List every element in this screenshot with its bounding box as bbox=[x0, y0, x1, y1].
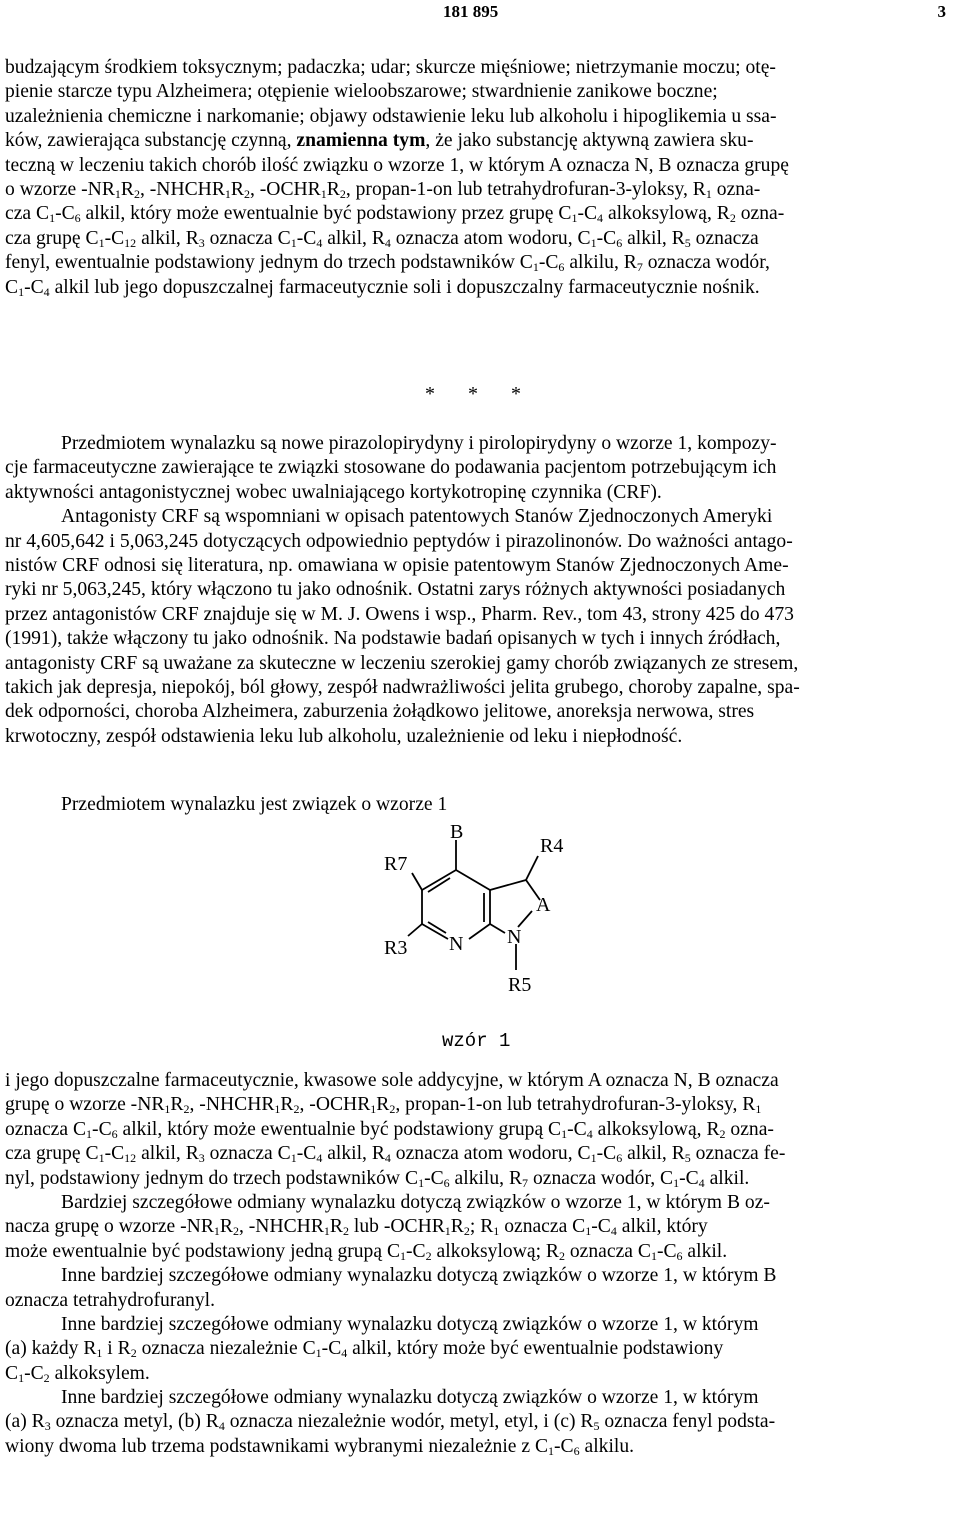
text-line: pienie starcze typu Alzheimera; otępienie wieloobszarowe; stwardnienie zanikowe boczne; bbox=[5, 81, 718, 103]
text-line: (a) $R_3$ oznacza metyl, (b) $R_4$ oznacza niezależnie wodór, metyl, etyl, i (c) $R_5$ oznacza fenyl podsta- bbox=[5, 1411, 776, 1434]
text-line: $C_1-C_2$ alkoksylem. bbox=[5, 1362, 150, 1385]
text-line: nyl, podstawiony jednym do trzech podstawników $C_1-C_6$ alkilu, $R_7$ oznacza wodór, $C_1-C_4$ alkil. bbox=[5, 1167, 750, 1190]
description-paragraphs bbox=[5, 432, 957, 749]
text-line: Bardziej szczegółowe odmiany wynalazku dotyczą związków o wzorze 1, w którym B oz- bbox=[61, 1191, 770, 1213]
text-line: oznacza tetrahydrofuranyl. bbox=[5, 1289, 215, 1311]
text-line: wiony dwoma lub trzema podstawnikami wybranymi niezależnie z $C_1-C_6$ alkilu. bbox=[5, 1435, 635, 1458]
text-line: uzależnienia chemiczne i narkomanie; objawy odstawienie leku lub alkoholu i hipoglikemia u ssa- bbox=[5, 105, 777, 127]
formula-label: wzór 1 bbox=[442, 1030, 511, 1052]
text-line: fenyl, ewentualnie podstawiony jednym do trzech podstawników $C_1-C_6$ alkilu, $R_7$ oznacza wodór, bbox=[5, 252, 770, 275]
text-line: i jego dopuszczalne farmaceutycznie, kwasowe sole addycyjne, w którym A oznacza N, B oznacza bbox=[5, 1070, 779, 1091]
structural-formula-1 bbox=[360, 818, 620, 1028]
section-separator: * * * bbox=[425, 383, 535, 405]
text-line: budzającym środkiem toksycznym; padaczka; udar; skurcze mięśniowe; nietrzymanie moczu; otę- bbox=[5, 57, 776, 78]
text-line: antagonisty CRF są uważane za skuteczne w leczeniu szerokiej gamy chorób związanych ze stresem, bbox=[5, 652, 799, 674]
text-line: teczną w leczeniu takich chorób ilość związku o wzorze 1, w którym A oznacza N, B oznacza grupę bbox=[5, 154, 789, 176]
text-line: nacza grupę o wzorze $-NR_1R_2$, $-NHCHR_1R_2$ lub $-OCHR_1R_2$; $R_1$ oznacza $C_1-C_4$ alkil, który bbox=[5, 1216, 708, 1239]
atom-r3: R3 bbox=[384, 937, 408, 959]
text-line: cza grupę $C_1-C_{12}$ alkil, $R_3$ oznacza $C_1-C_4$ alkil, $R_4$ oznacza atom wodoru, $C_1-C_6$ alkil, $R_5$ oznacza bbox=[5, 227, 759, 250]
text-line: krwotoczny, zespół odstawienia leku lub alkoholu, uzależnienie od leku i niepłodność. bbox=[5, 725, 683, 747]
text-line: takich jak depresja, niepokój, ból głowy, zespół nadwrażliwości jelita grubego, choroby zapalne, spa- bbox=[5, 676, 800, 698]
text-line: ków, zawierająca substancję czynną, znamienna tym, że jako substancję aktywną zawiera sku- bbox=[5, 130, 754, 152]
text-line: Inne bardziej szczegółowe odmiany wynalazku dotyczą związków o wzorze 1, w którym bbox=[61, 1313, 759, 1335]
text-line: Przedmiotem wynalazku są nowe pirazolopirydyny i pirolopirydyny o wzorze 1, kompozy- bbox=[61, 433, 777, 454]
atom-r5: R5 bbox=[508, 974, 532, 996]
atom-n-right: N bbox=[507, 926, 522, 948]
text-line: przez antagonistów CRF znajduje się w M. J. Owens i wsp., Pharm. Rev., tom 43, strony 425 do 473 bbox=[5, 603, 794, 625]
text-line: (1991), także włączony tu jako odnośnik. Na podstawie badań opisanych w tych i innych źródłach, bbox=[5, 628, 781, 650]
atom-r4: R4 bbox=[540, 835, 564, 857]
formula-intro-sentence: Przedmiotem wynalazku jest związek o wzorze 1 bbox=[61, 794, 448, 815]
atom-b: B bbox=[450, 821, 464, 843]
text-line: nistów CRF odnosi się literatura, np. omawiana w opisie patentowym Stanów Zjednoczonych Ame- bbox=[5, 554, 789, 576]
text-line: oznacza $C_1-C_6$ alkil, który może ewentualnie być podstawiony grupą $C_1-C_4$ alkoksylową, $R_2$ ozna- bbox=[5, 1118, 774, 1141]
text-line: może ewentualnie być podstawiony jedną grupą $C_1-C_2$ alkoksylową; $R_2$ oznacza $C_1-C_6$ alkil. bbox=[5, 1240, 728, 1263]
continuation-paragraphs bbox=[5, 1069, 957, 1459]
patent-number: 181 895 bbox=[443, 2, 499, 21]
text-line: (a) każdy $R_1$ i $R_2$ oznacza niezależnie $C_1-C_4$ alkil, który może być ewentualnie podstawiony bbox=[5, 1338, 724, 1361]
atom-n-left: N bbox=[449, 933, 464, 955]
text-line: cza $C_1-C_6$ alkil, który może ewentualnie być podstawiony przez grupę $C_1-C_4$ alkoksylową, $R_2$ ozna- bbox=[5, 203, 785, 226]
text-line: Inne bardziej szczegółowe odmiany wynalazku dotyczą związków o wzorze 1, w którym bbox=[61, 1387, 759, 1409]
text-line: ryki nr 5,063,245, który włączono tu jako odnośnik. Ostatni zarys różnych aktywności posiadanych bbox=[5, 579, 786, 601]
atom-r7: R7 bbox=[384, 853, 408, 875]
text-line: cza grupę $C_1-C_{12}$ alkil, $R_3$ oznacza $C_1-C_4$ alkil, $R_4$ oznacza atom wodoru, $C_1-C_6$ alkil, $R_5$ oznacza fe- bbox=[5, 1143, 786, 1166]
text-line: aktywności antagonistycznej wobec uwalniającego kortykotropinę czynnika (CRF). bbox=[5, 481, 662, 503]
text-line: dek odporności, choroba Alzheimera, zaburzenia żołądkowo jelitowe, anoreksja nerwowa, stres bbox=[5, 701, 755, 723]
atom-a: A bbox=[536, 894, 551, 916]
text-line: cje farmaceutyczne zawierające te związki stosowane do podawania pacjentom potrzebującym ich bbox=[5, 457, 777, 479]
text-line: $C_1-C_4$ alkil lub jego dopuszczalnej farmaceutycznie soli i dopuszczalny farmaceutycznie nośnik. bbox=[5, 276, 760, 299]
text-line: Antagonisty CRF są wspomniani w opisach patentowych Stanów Zjednoczonych Ameryki bbox=[61, 506, 773, 528]
claims-end-paragraph bbox=[5, 56, 957, 300]
page-number: 3 bbox=[937, 2, 946, 21]
text-line: o wzorze $-NR_1R_2$, $-NHCHR_1R_2$, $-OCHR_1R_2$, propan-1-on lub tetrahydrofuran-3-yloksy, $R_1$ ozna- bbox=[5, 178, 761, 201]
text-line: nr 4,605,642 i 5,063,245 dotyczących odpowiednio peptydów i pirazolinonów. Do ważności antago- bbox=[5, 530, 793, 552]
emphasis-text: znamienna tym bbox=[296, 130, 426, 152]
text-line: Inne bardziej szczegółowe odmiany wynalazku dotyczą związków o wzorze 1, w którym B bbox=[61, 1265, 777, 1287]
text-line: grupę o wzorze $-NR_1R_2$, $-NHCHR_1R_2$, $-OCHR_1R_2$, propan-1-on lub tetrahydrofuran-3-yloksy, $R_1$ bbox=[5, 1094, 762, 1117]
page-header bbox=[0, 2, 960, 24]
